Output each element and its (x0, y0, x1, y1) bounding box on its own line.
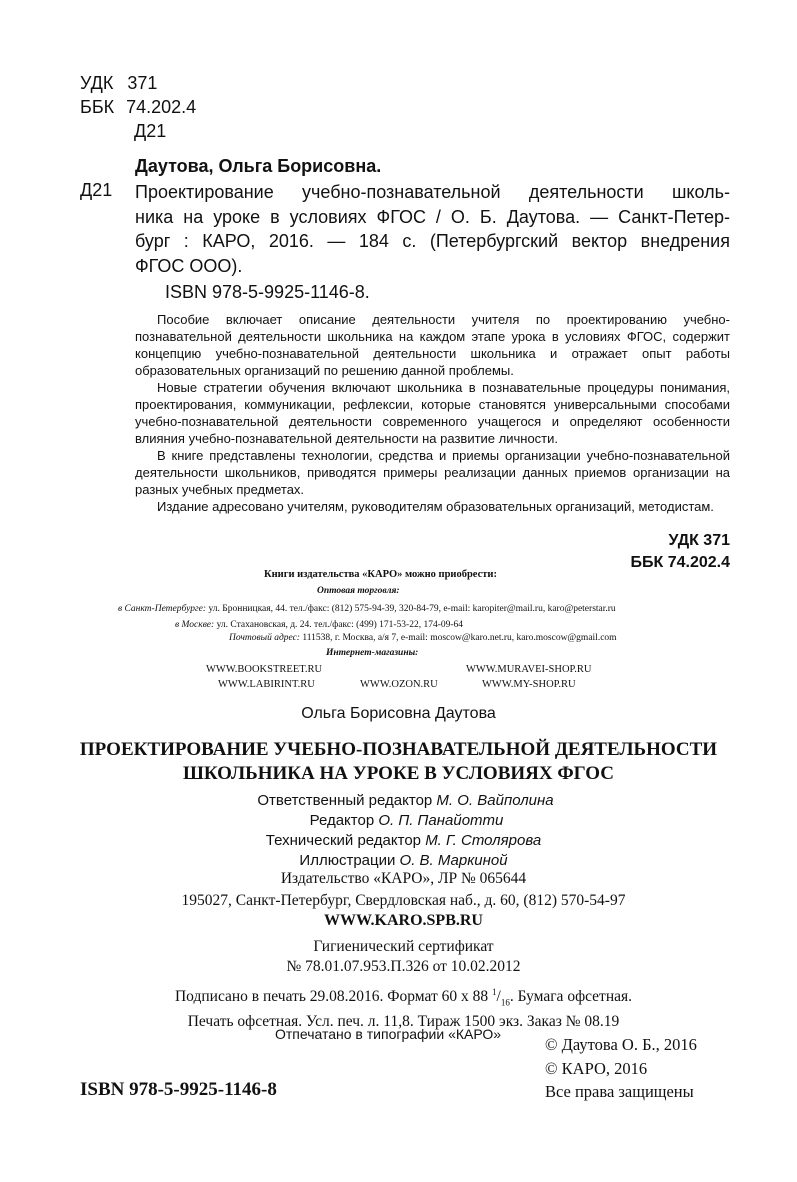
shop-labirint: WWW.LABIRINT.RU (218, 679, 315, 690)
shop-bookstreet: WWW.BOOKSTREET.RU (206, 664, 323, 675)
udk-right: УДК 371 (668, 532, 730, 549)
moscow-line (175, 620, 463, 630)
print-line-2: Печать офсетная. Усл. печ. л. 11,8. Тираж 1500 экз. Заказ № 08.19 (187, 1013, 620, 1031)
record-description (135, 180, 730, 278)
postal-line (229, 633, 617, 643)
copyright-author: © Даутова О. Б., 2016 (545, 1035, 697, 1054)
record-line: бург : КАРО, 2016. — 184 с. (Петербургский вектор внедрения (135, 231, 730, 251)
copyright-publisher: © КАРО, 2016 (545, 1058, 648, 1078)
printed-at: Отпечатано в типографии «КАРО» (275, 1026, 502, 1042)
postal-text: 111538, г. Москва, а/я 7, e-mail: moscow@karo.net.ru, karo.moscow@gmail.com (302, 633, 617, 643)
record-isbn: ISBN 978-5-9925-1146-8. (165, 282, 370, 302)
record-mark: Д21 (80, 180, 113, 200)
annotation-paragraph: Издание адресовано учителям, руководителям образовательных организаций, методистам. (157, 499, 714, 514)
annotation (135, 311, 730, 515)
udk-value: 371 (127, 73, 158, 93)
wholesale-heading: Оптовая торговля: (317, 586, 400, 596)
credit-line: Ответственный редактор М. О. Вайполина (257, 792, 554, 809)
imprint-title (0, 738, 797, 786)
postal-label: Почтовый адрес: (229, 633, 300, 643)
classification-block (80, 71, 196, 143)
sales-heading: Книги издательства «КАРО» можно приобрести: (264, 569, 497, 580)
bbk-label: ББК (80, 97, 115, 117)
shop-myshop: WWW.MY-SHOP.RU (482, 679, 576, 690)
moscow-label: в Москве: (175, 620, 215, 630)
certificate-block (0, 937, 797, 977)
classification-right (631, 530, 731, 574)
publisher-line: Издательство «КАРО», ЛР № 065644 (280, 870, 527, 887)
spb-line (118, 604, 616, 614)
bbk-value: 74.202.4 (126, 97, 197, 117)
annotation-paragraph: В книге представлены технологии, средства и приемы организации учебно-познавательной деятельности школьников, приводятся примеры реализации данных приемов организации на разных учебных предметах. (135, 448, 730, 497)
record-line: ника на уроке в условиях ФГОС / О. Б. Даутова. — Санкт-Петер- (135, 206, 730, 227)
spb-label: в Санкт-Петербурге: (118, 604, 207, 614)
credit-line: Технический редактор М. Г. Столярова (265, 832, 542, 849)
credit-line: Иллюстрации О. В. Маркиной (299, 852, 508, 869)
author-heading: Даутова, Ольга Борисовна. (135, 156, 382, 176)
publisher-block (0, 868, 797, 912)
rights-reserved: Все права защищены (545, 1082, 694, 1101)
cert-line-1: Гигиенический сертификат (313, 938, 494, 955)
publisher-address: 195027, Санкт-Петербург, Свердловская наб., д. 60, (812) 570-54-97 (181, 892, 626, 909)
annotation-paragraph: Пособие включает описание деятельности учителя по проектированию учебно-познавательной деятельности школьника на каждом этапе урока в условиях ФГОС, содержит концепцию учебно-познавательной деятельности школьника и отражает опыт работы образовательных организаций по решению данной проблемы. (135, 312, 730, 378)
bbk-right: ББК 74.202.4 (630, 554, 730, 571)
isbn-bottom: ISBN 978-5-9925-1146-8 (80, 1079, 277, 1100)
copyright-block (545, 1033, 697, 1104)
shop-muravei: WWW.MURAVEI-SHOP.RU (466, 664, 592, 675)
publisher-website: WWW.KARO.SPB.RU (324, 912, 483, 929)
udk-label: УДК (80, 73, 114, 93)
print-info (0, 982, 797, 1032)
author-mark: Д21 (134, 121, 167, 141)
credits (0, 791, 797, 871)
record-line: ФГОС ООО). (135, 255, 243, 276)
credit-line: Редактор О. П. Панайотти (309, 812, 504, 829)
annotation-paragraph: Новые стратегии обучения включают школьника в познавательные процедуры понимания, проектирования, коммуникации, рефлексии, которые становятся универсальными способами учебно-познавательной деятельности современного учащегося и определяют особенности влияния учебно-познавательной деятельности на развитие личности. (135, 380, 730, 446)
moscow-text: ул. Стахановская, д. 24. тел./факс: (499) 171-53-22, 174-09-64 (216, 620, 464, 630)
record-line: Проектирование учебно-познавательной деятельности школь- (135, 182, 730, 202)
title-line-1: ПРОЕКТИРОВАНИЕ УЧЕБНО-ПОЗНАВАТЕЛЬНОЙ ДЕЯТЕЛЬНОСТИ (79, 739, 718, 760)
print-line-1: Подписано в печать 29.08.2016. Формат 60 х 88 $^1/_{16}$. Бумага офсетная. (174, 987, 633, 1008)
internet-heading: Интернет-магазины: (326, 648, 419, 658)
shop-ozon: WWW.OZON.RU (360, 679, 438, 690)
spb-text: ул. Бронницкая, 44. тел./факс: (812) 575-94-39, 320-84-79, e-mail: karopiter@mail.ru, karo@peterstar.ru (208, 604, 616, 614)
imprint-author: Ольга Борисовна Даутова (301, 705, 496, 722)
title-line-2: ШКОЛЬНИКА НА УРОКЕ В УСЛОВИЯХ ФГОС (182, 763, 615, 784)
cert-line-2: № 78.01.07.953.П.326 от 10.02.2012 (286, 958, 521, 975)
